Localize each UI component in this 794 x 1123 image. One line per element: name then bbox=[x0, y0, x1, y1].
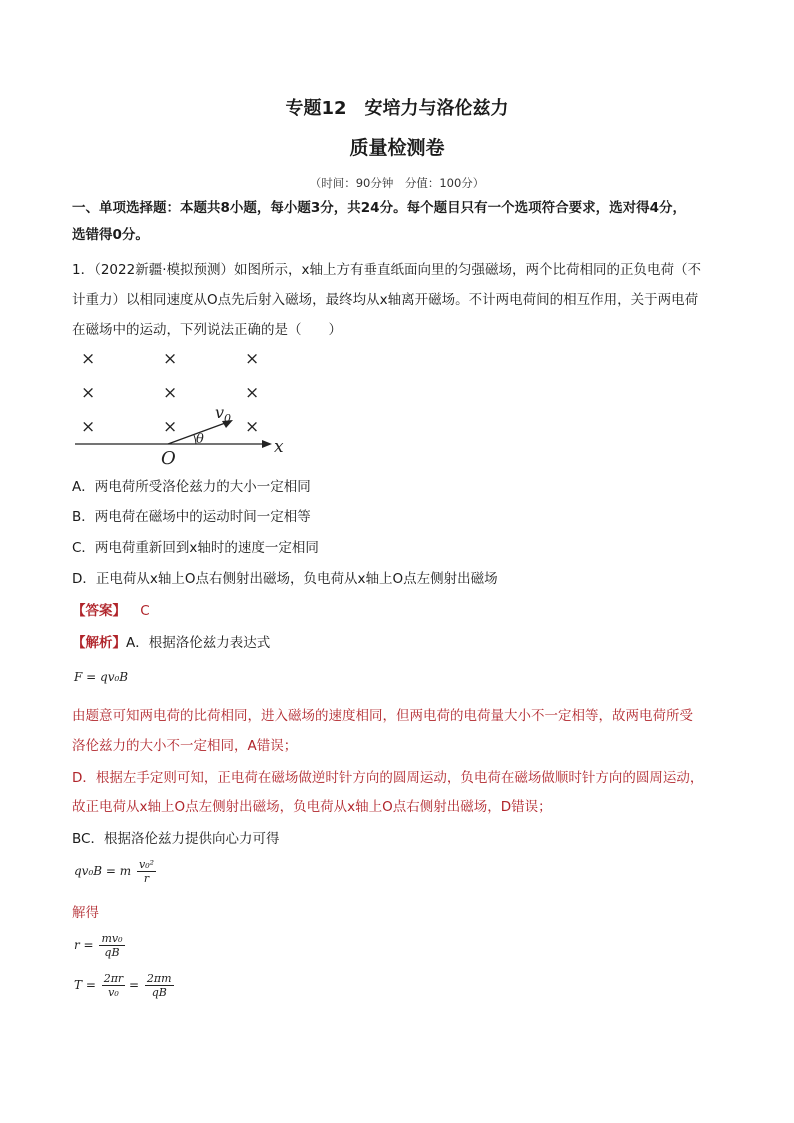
field-cross: × bbox=[245, 383, 260, 403]
question-1-line1: 1．（2022新疆·模拟预测）如图所示，x轴上方有垂直纸面向里的匀强磁场，两个比荷相同的正负电荷（不 bbox=[72, 262, 701, 278]
fraction: $\frac{\text{mv₀}}{qB}$ bbox=[101, 932, 123, 959]
velocity-label: $v_0$ bbox=[215, 403, 232, 425]
solve-label: 解得 bbox=[72, 905, 99, 921]
formula-lorentz-force: F = qv₀B bbox=[74, 670, 129, 684]
origin-label: O bbox=[161, 448, 176, 465]
formula-centripetal: qv₀B = m $\frac{\text{v₀²}}{r}$ bbox=[74, 858, 155, 885]
answer-line bbox=[72, 598, 722, 625]
answer-tag: 【答案】 bbox=[72, 603, 126, 619]
analysis-intro-line bbox=[72, 630, 722, 657]
formula-radius: r = $\frac{\text{mv₀}}{qB}$ bbox=[74, 932, 123, 959]
x-axis-arrowhead bbox=[262, 440, 272, 448]
analysis-intro: A．根据洛伦兹力表达式 bbox=[126, 635, 271, 651]
option-c: C．两电荷重新回到x轴时的速度一定相同 bbox=[72, 540, 319, 556]
analysis-bc-intro: BC．根据洛伦兹力提供向心力可得 bbox=[72, 831, 280, 847]
section-heading-line1: 一、单项选择题：本题共8小题，每小题3分，共24分。每个题目只有一个选项符合要求，选对得4分， bbox=[72, 200, 686, 216]
analysis-a-line1: 由题意可知两电荷的比荷相同，进入磁场的速度相同，但两电荷的电荷量大小不一定相等，故两电荷所受 bbox=[72, 708, 693, 724]
field-cross: × bbox=[245, 417, 260, 437]
field-cross: × bbox=[81, 383, 96, 403]
field-cross: × bbox=[245, 349, 260, 369]
answer-value: C bbox=[140, 603, 150, 619]
exam-meta: （时间：90分钟 分值：100分） bbox=[309, 176, 485, 190]
fraction: $\frac{2\pi m}{qB}$ bbox=[146, 972, 172, 999]
page-title: 专题12 安培力与洛伦兹力 bbox=[285, 98, 509, 119]
page-subtitle: 质量检测卷 bbox=[349, 137, 445, 159]
field-cross: × bbox=[81, 417, 96, 437]
option-d: D．正电荷从x轴上O点右侧射出磁场，负电荷从x轴上O点左侧射出磁场 bbox=[72, 571, 498, 587]
analysis-tag: 【解析】 bbox=[72, 635, 126, 651]
magnetic-field-figure bbox=[70, 345, 290, 465]
option-b: B．两电荷在磁场中的运动时间一定相等 bbox=[72, 509, 311, 525]
fraction: $\frac{2\pi r}{\text{v₀}}$ bbox=[103, 972, 124, 999]
question-1-line2: 计重力）以相同速度从O点先后射入磁场，最终均从x轴离开磁场。不计两电荷间的相互作用，关于两电荷 bbox=[72, 292, 699, 308]
angle-label: θ bbox=[196, 432, 204, 447]
analysis-a-line2: 洛伦兹力的大小不一定相同，A错误； bbox=[72, 738, 298, 754]
formula-period: T = $\frac{2\pi r}{\text{v₀}}$ = $\frac{2\pi m}{qB}$ bbox=[74, 972, 172, 999]
section-heading-line2: 选错得0分。 bbox=[72, 227, 149, 243]
field-cross: × bbox=[163, 383, 178, 403]
x-axis-label: x bbox=[274, 437, 284, 457]
field-cross: × bbox=[81, 349, 96, 369]
question-1-line3: 在磁场中的运动，下列说法正确的是（ ） bbox=[72, 322, 342, 338]
analysis-d-line2: 故正电荷从x轴上O点左侧射出磁场，负电荷从x轴上O点右侧射出磁场，D错误； bbox=[72, 799, 552, 815]
field-cross: × bbox=[163, 417, 178, 437]
fraction: $\frac{\text{v₀²}}{r}$ bbox=[138, 858, 155, 885]
option-a: A．两电荷所受洛伦兹力的大小一定相同 bbox=[72, 479, 311, 495]
field-cross: × bbox=[163, 349, 178, 369]
analysis-d-line1: D．根据左手定则可知，正电荷在磁场做逆时针方向的圆周运动，负电荷在磁场做顺时针方向的圆周运动， bbox=[72, 770, 704, 786]
